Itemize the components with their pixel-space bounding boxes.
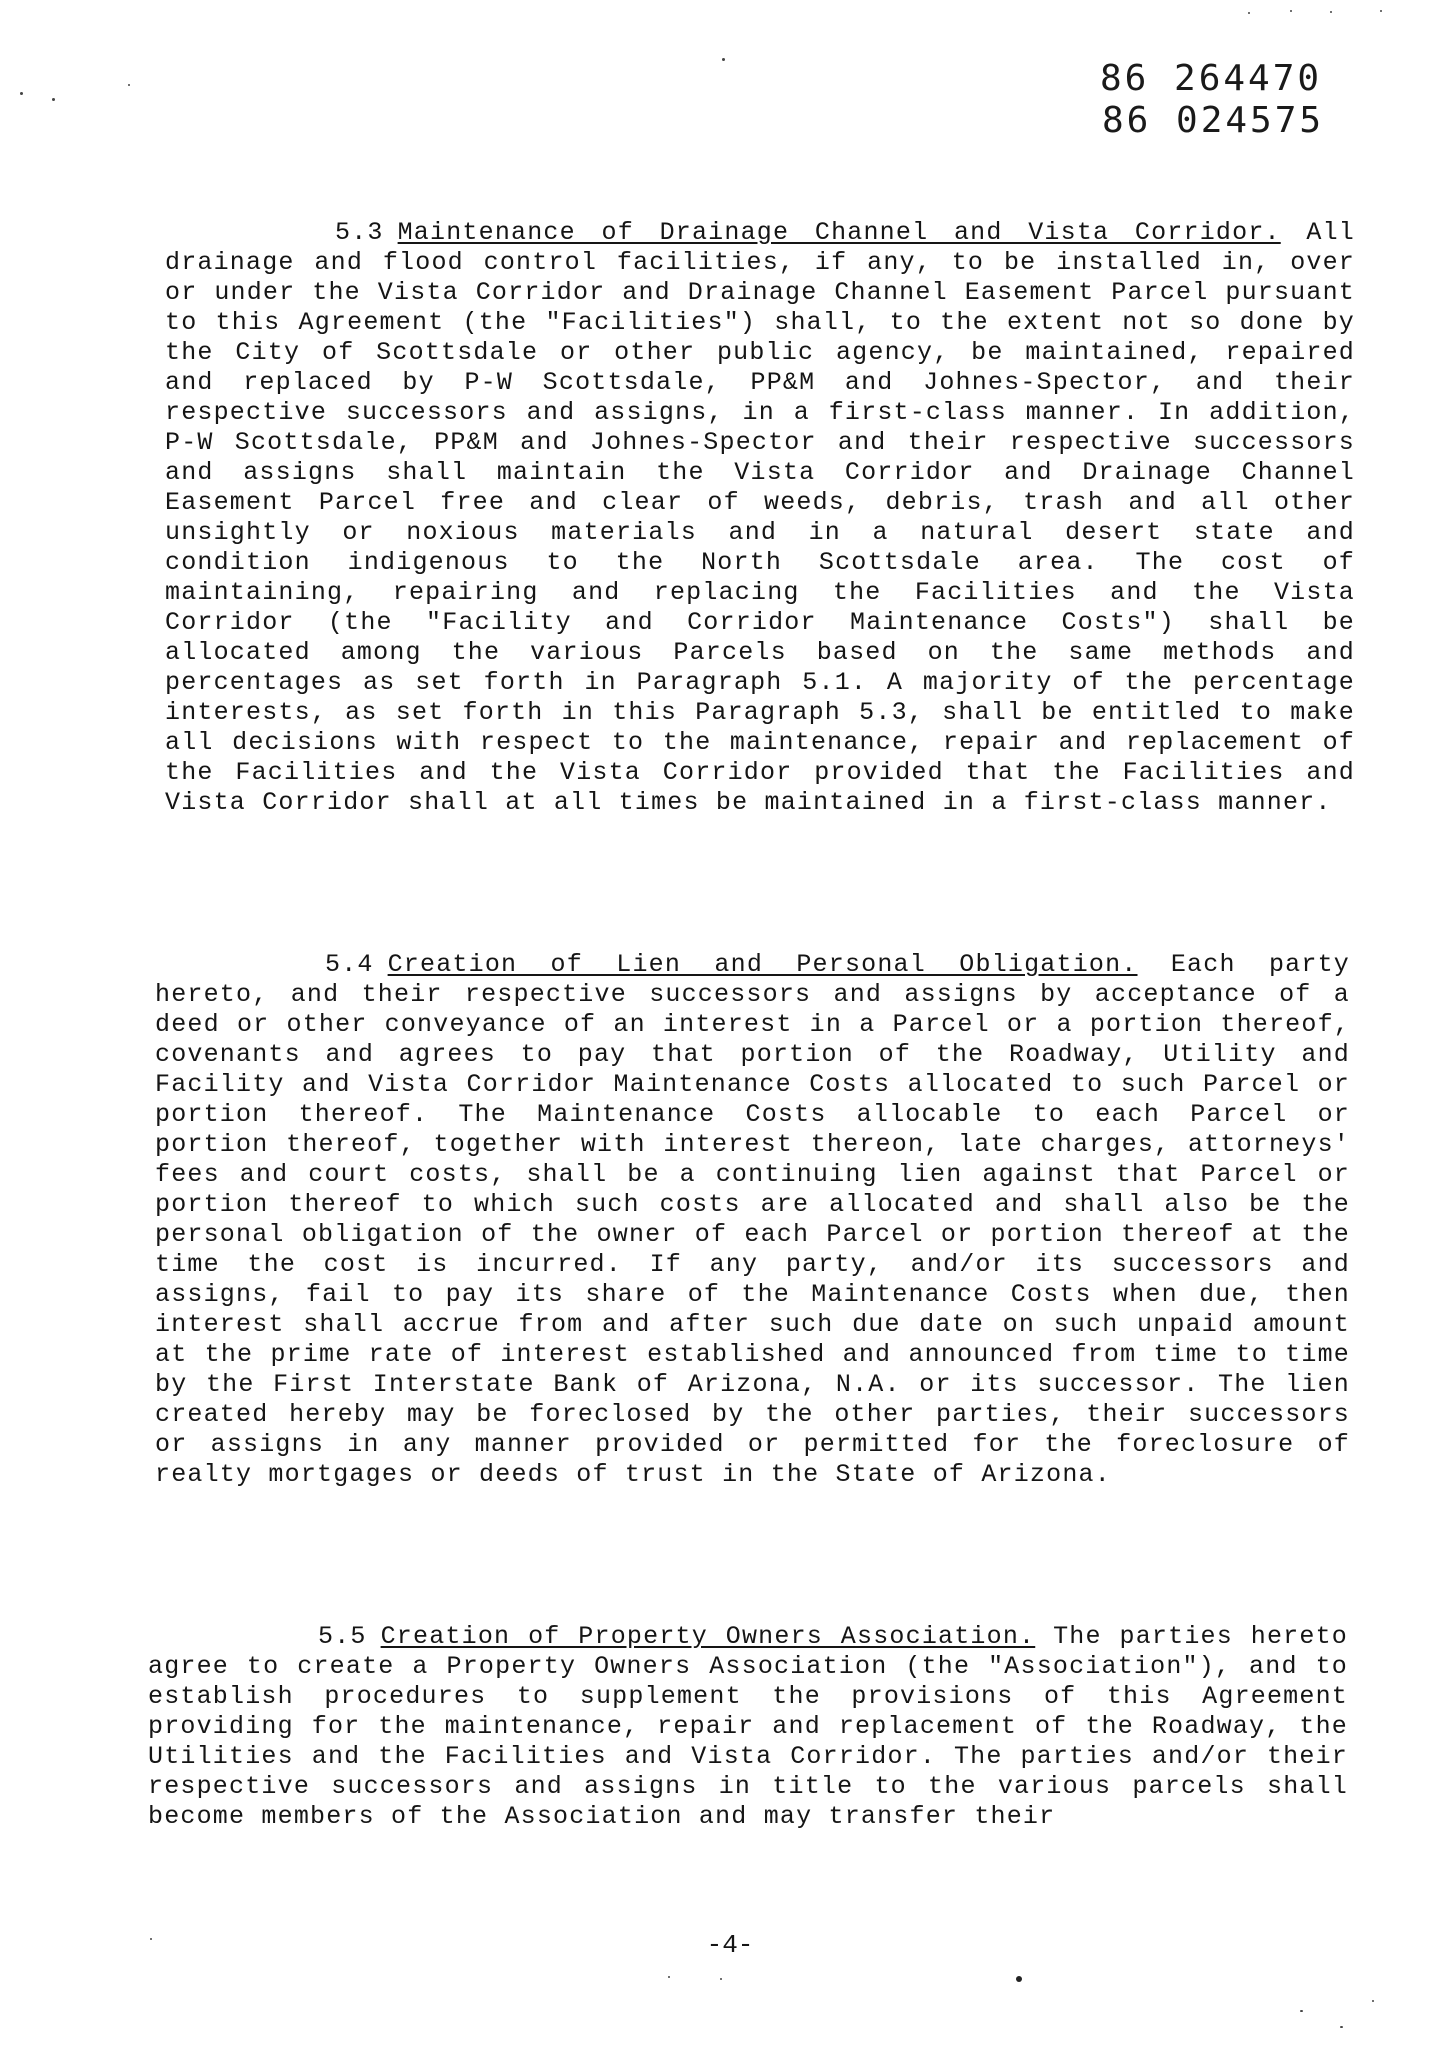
section-number: 5.4 xyxy=(325,950,374,979)
section-body: All drainage and flood control facilities, if any, to be installed in, over or under the Vista Corridor and Drainage Channel Easement Parcel pursuant to this Agreement (the "Facilities") shall, to the extent not so done by the City of Scottsdale or other public agency, be maintained, repaired and replaced by P-W Scottsdale, PP&M and Johnes-Spector, and their respective successors and assigns, in a first-class manner. In addition, P-W Scottsdale, PP&M and Johnes-Spector and their respective successors and assigns shall maintain the Vista Corridor and Drainage Channel Easement Parcel free and clear of weeds, debris, trash and all other unsightly or noxious materials and in a natural desert state and condition indigenous to the North Scottsdale area. The cost of maintaining, repairing and replacing the Facilities and the Vista Corridor (the "Facility and Corridor Maintenance Costs") shall be allocated among the various Parcels based on the same methods and percentages as set forth in Paragraph 5.1. A majority of the percentage interests, as set forth in this Paragraph 5.3, shall be entitled to make all decisions with respect to the maintenance, repair and replacement of the Facilities and the Vista Corridor provided that the Facilities and Vista Corridor shall at all times be maintained in a first-class manner. xyxy=(165,218,1356,817)
section-heading: Creation of Lien and Personal Obligation. xyxy=(387,950,1138,979)
page-number: -4- xyxy=(706,1930,754,1960)
scan-speck xyxy=(20,92,23,95)
section-body: The parties hereto agree to create a Property Owners Association (the "Association"), and to establish procedures to supplement the provisions of this Agreement providing for the maintenance, repair and replacement of the Roadway, the Utilities and the Facilities and Vista Corridor. The parties and/or their respective successors and assigns in title to the various parcels shall become members of the Association and may transfer their xyxy=(148,1622,1348,1831)
scan-speck xyxy=(1300,2010,1303,2012)
section-number: 5.3 xyxy=(335,218,384,247)
section-5-5 xyxy=(148,1622,1348,1832)
section-heading: Creation of Property Owners Association. xyxy=(380,1622,1036,1651)
scan-speck xyxy=(150,1938,152,1940)
scan-speck xyxy=(1248,12,1250,14)
scan-speck xyxy=(1372,2000,1374,2002)
section-body: Each party hereto, and their respective successors and assigns by acceptance of a deed or other conveyance of an interest in a Parcel or a portion thereof, covenants and agrees to pay that portion of the Roadway, Utility and Facility and Vista Corridor Maintenance Costs allocated to such Parcel or portion thereof. The Maintenance Costs allocable to each Parcel or portion thereof, together with interest thereon, late charges, attorneys' fees and court costs, shall be a continuing lien against that Parcel or portion thereof to which such costs are allocated and shall also be the personal obligation of the owner of each Parcel or portion thereof at the time the cost is incurred. If any party, and/or its successors and assigns, fail to pay its share of the Maintenance Costs when due, then interest shall accrue from and after such due date on such unpaid amount at the prime rate of interest established and announced from time to time by the First Interstate Bank of Arizona, N.A. or its successor. The lien created hereby may be foreclosed by the other parties, their successors or assigns in any manner provided or permitted for the foreclosure of realty mortgages or deeds of trust in the State of Arizona. xyxy=(155,950,1350,1489)
record-number-1: 86 264470 xyxy=(1100,58,1323,99)
scan-speck xyxy=(720,1978,722,1980)
scan-speck xyxy=(52,98,55,101)
section-heading: Maintenance of Drainage Channel and Vista Corridor. xyxy=(397,218,1281,247)
scan-speck xyxy=(1016,1976,1022,1982)
section-5-3 xyxy=(165,218,1355,818)
recording-numbers xyxy=(1100,58,1360,142)
section-number: 5.5 xyxy=(318,1622,367,1651)
scan-speck xyxy=(1290,10,1292,12)
record-number-2: 86 024575 xyxy=(1102,100,1325,141)
scan-speck xyxy=(1340,2026,1343,2028)
scan-speck xyxy=(722,58,725,61)
scan-speck xyxy=(1380,10,1382,12)
section-5-4 xyxy=(155,950,1350,1490)
scan-speck xyxy=(1330,11,1332,13)
scan-speck xyxy=(128,84,130,86)
scan-speck xyxy=(668,1976,670,1978)
